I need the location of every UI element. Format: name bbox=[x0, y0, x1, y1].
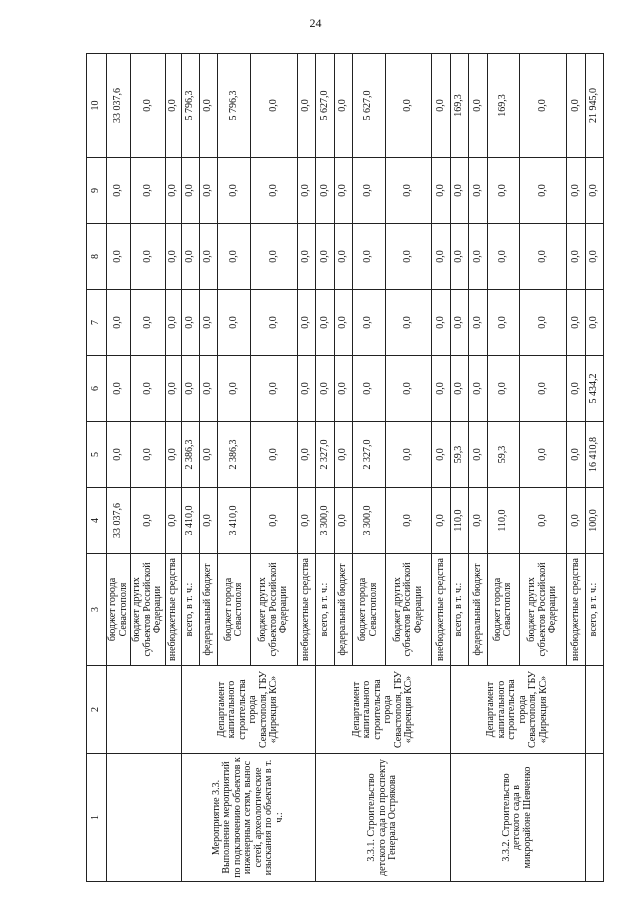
value-cell: 0,0 bbox=[165, 290, 181, 356]
value-cell: 0,0 bbox=[218, 290, 251, 356]
value-cell: 0,0 bbox=[181, 356, 199, 422]
value-cell: 0,0 bbox=[432, 422, 450, 488]
value-cell: 0,0 bbox=[487, 158, 520, 224]
executor-cell: Департамент капитального строительства города Севастополя, ГБУ «Дирекция КС» bbox=[450, 666, 585, 754]
value-cell: 0,0 bbox=[567, 54, 585, 158]
column-number-cell: 2 bbox=[87, 666, 107, 754]
value-cell: 0,0 bbox=[352, 290, 385, 356]
value-cell: 0,0 bbox=[165, 158, 181, 224]
value-cell: 0,0 bbox=[450, 158, 468, 224]
value-cell: 0,0 bbox=[432, 488, 450, 554]
value-cell: 0,0 bbox=[165, 488, 181, 554]
funding-source-cell: бюджет города Севастополя bbox=[107, 554, 131, 666]
value-cell: 0,0 bbox=[165, 422, 181, 488]
value-cell: 5 796,3 bbox=[218, 54, 251, 158]
executor-cell: Департамент капитального строительства города Севастополя, ГБУ «Дирекция КС» bbox=[316, 666, 451, 754]
value-cell: 0,0 bbox=[334, 356, 352, 422]
value-cell: 0,0 bbox=[297, 488, 315, 554]
funding-source-cell: внебюджетные средства bbox=[567, 554, 585, 666]
value-cell: 0,0 bbox=[567, 356, 585, 422]
value-cell: 0,0 bbox=[131, 158, 166, 224]
funding-source-cell: бюджет города Севастополя bbox=[352, 554, 385, 666]
value-cell: 0,0 bbox=[469, 290, 487, 356]
value-cell: 0,0 bbox=[334, 224, 352, 290]
value-cell: 2 386,3 bbox=[181, 422, 199, 488]
value-cell: 0,0 bbox=[334, 488, 352, 554]
value-cell: 3 300,0 bbox=[352, 488, 385, 554]
value-cell: 0,0 bbox=[250, 422, 297, 488]
value-cell: 0,0 bbox=[250, 224, 297, 290]
funding-source-cell: внебюджетные средства bbox=[297, 554, 315, 666]
value-cell: 0,0 bbox=[352, 356, 385, 422]
column-number-row bbox=[87, 54, 107, 882]
value-cell: 0,0 bbox=[334, 422, 352, 488]
value-cell: 0,0 bbox=[487, 356, 520, 422]
value-cell: 0,0 bbox=[567, 488, 585, 554]
column-number-cell: 9 bbox=[87, 158, 107, 224]
value-cell: 0,0 bbox=[250, 488, 297, 554]
value-cell: 169,3 bbox=[487, 54, 520, 158]
value-cell: 0,0 bbox=[487, 224, 520, 290]
value-cell: 0,0 bbox=[432, 290, 450, 356]
value-cell: 0,0 bbox=[385, 158, 432, 224]
value-cell: 0,0 bbox=[199, 54, 217, 158]
column-number-cell: 6 bbox=[87, 356, 107, 422]
value-cell: 2 386,3 bbox=[218, 422, 251, 488]
value-cell: 5 796,3 bbox=[181, 54, 199, 158]
column-number-cell: 10 bbox=[87, 54, 107, 158]
value-cell: 0,0 bbox=[520, 290, 567, 356]
value-cell: 0,0 bbox=[218, 356, 251, 422]
value-cell: 0,0 bbox=[469, 54, 487, 158]
funding-source-cell: бюджет других субъектов Российской Федерации bbox=[385, 554, 432, 666]
value-cell: 0,0 bbox=[181, 224, 199, 290]
column-number-cell: 1 bbox=[87, 754, 107, 882]
funding-source-cell: внебюджетные средства bbox=[432, 554, 450, 666]
value-cell: 0,0 bbox=[352, 158, 385, 224]
column-number-cell: 7 bbox=[87, 290, 107, 356]
value-cell: 16 410,8 bbox=[585, 422, 603, 488]
value-cell: 0,0 bbox=[199, 422, 217, 488]
funding-source-cell: всего, в т. ч.: bbox=[316, 554, 334, 666]
value-cell: 0,0 bbox=[181, 158, 199, 224]
value-cell: 169,3 bbox=[450, 54, 468, 158]
value-cell: 0,0 bbox=[334, 54, 352, 158]
value-cell: 5 627,0 bbox=[352, 54, 385, 158]
value-cell: 0,0 bbox=[297, 290, 315, 356]
value-cell: 0,0 bbox=[131, 488, 166, 554]
value-cell: 0,0 bbox=[469, 422, 487, 488]
value-cell: 0,0 bbox=[131, 224, 166, 290]
funding-source-cell: всего, в т. ч.: bbox=[585, 554, 603, 666]
value-cell: 0,0 bbox=[131, 54, 166, 158]
table-row bbox=[450, 54, 468, 882]
value-cell: 0,0 bbox=[199, 158, 217, 224]
value-cell: 0,0 bbox=[297, 224, 315, 290]
value-cell: 110,0 bbox=[487, 488, 520, 554]
value-cell: 0,0 bbox=[107, 158, 131, 224]
value-cell: 0,0 bbox=[585, 290, 603, 356]
column-number-cell: 5 bbox=[87, 422, 107, 488]
value-cell: 0,0 bbox=[487, 290, 520, 356]
value-cell: 0,0 bbox=[250, 158, 297, 224]
value-cell: 0,0 bbox=[316, 158, 334, 224]
funding-source-cell: бюджет города Севастополя bbox=[487, 554, 520, 666]
value-cell: 0,0 bbox=[107, 356, 131, 422]
funding-source-cell: всего, в т. ч.: bbox=[181, 554, 199, 666]
value-cell: 0,0 bbox=[250, 356, 297, 422]
value-cell: 0,0 bbox=[218, 224, 251, 290]
table-body bbox=[87, 54, 604, 882]
value-cell: 0,0 bbox=[585, 224, 603, 290]
value-cell: 0,0 bbox=[218, 158, 251, 224]
column-number-cell: 3 bbox=[87, 554, 107, 666]
value-cell: 33 037,6 bbox=[107, 54, 131, 158]
table-row-final bbox=[585, 54, 603, 882]
table-row bbox=[316, 54, 334, 882]
value-cell: 0,0 bbox=[297, 158, 315, 224]
funding-source-cell: бюджет города Севастополя bbox=[218, 554, 251, 666]
value-cell: 0,0 bbox=[520, 54, 567, 158]
value-cell: 3 300,0 bbox=[316, 488, 334, 554]
value-cell: 0,0 bbox=[250, 54, 297, 158]
value-cell: 0,0 bbox=[199, 224, 217, 290]
value-cell: 0,0 bbox=[450, 290, 468, 356]
executor-cell bbox=[585, 666, 603, 754]
value-cell: 59,3 bbox=[487, 422, 520, 488]
executor-cell bbox=[107, 666, 182, 754]
value-cell: 0,0 bbox=[385, 488, 432, 554]
value-cell: 0,0 bbox=[469, 224, 487, 290]
value-cell: 21 945,0 bbox=[585, 54, 603, 158]
value-cell: 0,0 bbox=[352, 224, 385, 290]
value-cell: 0,0 bbox=[469, 158, 487, 224]
table-row bbox=[181, 54, 199, 882]
value-cell: 0,0 bbox=[334, 290, 352, 356]
value-cell: 0,0 bbox=[432, 356, 450, 422]
value-cell: 0,0 bbox=[165, 356, 181, 422]
budget-table bbox=[86, 53, 604, 882]
value-cell: 110,0 bbox=[450, 488, 468, 554]
funding-source-cell: бюджет других субъектов Российской Федерации bbox=[250, 554, 297, 666]
value-cell: 2 327,0 bbox=[352, 422, 385, 488]
value-cell: 0,0 bbox=[131, 422, 166, 488]
value-cell: 0,0 bbox=[297, 422, 315, 488]
column-number-cell: 4 bbox=[87, 488, 107, 554]
value-cell: 59,3 bbox=[450, 422, 468, 488]
value-cell: 0,0 bbox=[250, 290, 297, 356]
value-cell: 0,0 bbox=[385, 54, 432, 158]
value-cell: 0,0 bbox=[181, 290, 199, 356]
page-number: 24 bbox=[309, 16, 322, 30]
funding-source-cell: всего, в т. ч.: bbox=[450, 554, 468, 666]
activity-cell bbox=[585, 754, 603, 882]
value-cell: 0,0 bbox=[520, 158, 567, 224]
value-cell: 5 434,2 bbox=[585, 356, 603, 422]
value-cell: 0,0 bbox=[567, 422, 585, 488]
value-cell: 0,0 bbox=[469, 488, 487, 554]
value-cell: 0,0 bbox=[107, 422, 131, 488]
value-cell: 0,0 bbox=[567, 158, 585, 224]
executor-cell: Департамент капитального строительства города Севастополя, ГБУ «Дирекция КС» bbox=[181, 666, 316, 754]
value-cell: 0,0 bbox=[385, 224, 432, 290]
value-cell: 0,0 bbox=[520, 356, 567, 422]
funding-source-cell: бюджет других субъектов Российской Федерации bbox=[520, 554, 567, 666]
value-cell: 0,0 bbox=[385, 422, 432, 488]
funding-source-cell: федеральный бюджет bbox=[469, 554, 487, 666]
value-cell: 3 410,0 bbox=[218, 488, 251, 554]
value-cell: 0,0 bbox=[585, 158, 603, 224]
funding-source-cell: федеральный бюджет bbox=[334, 554, 352, 666]
value-cell: 0,0 bbox=[199, 290, 217, 356]
value-cell: 0,0 bbox=[520, 488, 567, 554]
value-cell: 0,0 bbox=[131, 356, 166, 422]
value-cell: 0,0 bbox=[385, 290, 432, 356]
value-cell: 0,0 bbox=[520, 422, 567, 488]
value-cell: 0,0 bbox=[450, 356, 468, 422]
value-cell: 3 410,0 bbox=[181, 488, 199, 554]
value-cell: 0,0 bbox=[520, 224, 567, 290]
value-cell: 0,0 bbox=[107, 290, 131, 356]
funding-source-cell: бюджет других субъектов Российской Федерации bbox=[131, 554, 166, 666]
value-cell: 2 327,0 bbox=[316, 422, 334, 488]
value-cell: 0,0 bbox=[469, 356, 487, 422]
value-cell: 0,0 bbox=[199, 356, 217, 422]
value-cell: 0,0 bbox=[316, 290, 334, 356]
value-cell: 0,0 bbox=[107, 224, 131, 290]
value-cell: 5 627,0 bbox=[316, 54, 334, 158]
column-number-cell: 8 bbox=[87, 224, 107, 290]
funding-source-cell: внебюджетные средства bbox=[165, 554, 181, 666]
rotated-table-area bbox=[86, 54, 604, 882]
table-row bbox=[107, 54, 131, 882]
value-cell: 0,0 bbox=[165, 54, 181, 158]
activity-cell bbox=[107, 754, 182, 882]
value-cell: 0,0 bbox=[297, 356, 315, 422]
funding-source-cell: федеральный бюджет bbox=[199, 554, 217, 666]
activity-name-cell: 3.3.1. Строительство детского сада по проспекту Генерала Острякова bbox=[316, 754, 451, 882]
value-cell: 0,0 bbox=[316, 356, 334, 422]
value-cell: 0,0 bbox=[297, 54, 315, 158]
value-cell: 0,0 bbox=[165, 224, 181, 290]
value-cell: 0,0 bbox=[199, 488, 217, 554]
value-cell: 0,0 bbox=[567, 290, 585, 356]
activity-name-cell: 3.3.2. Строительство детского сада в микрорайоне Шевченко bbox=[450, 754, 585, 882]
value-cell: 0,0 bbox=[316, 224, 334, 290]
value-cell: 100,0 bbox=[585, 488, 603, 554]
value-cell: 0,0 bbox=[432, 158, 450, 224]
value-cell: 0,0 bbox=[432, 54, 450, 158]
value-cell: 33 037,6 bbox=[107, 488, 131, 554]
activity-name-cell: Мероприятие 3.3. Выполнение мероприятий по подключению объектов к инженерным сетям, вынос сетей, археологические изыскания по объектам в т. ч.: bbox=[181, 754, 316, 882]
value-cell: 0,0 bbox=[334, 158, 352, 224]
value-cell: 0,0 bbox=[131, 290, 166, 356]
value-cell: 0,0 bbox=[450, 224, 468, 290]
value-cell: 0,0 bbox=[432, 224, 450, 290]
rotated-table-wrapper bbox=[86, 54, 604, 882]
value-cell: 0,0 bbox=[385, 356, 432, 422]
value-cell: 0,0 bbox=[567, 224, 585, 290]
